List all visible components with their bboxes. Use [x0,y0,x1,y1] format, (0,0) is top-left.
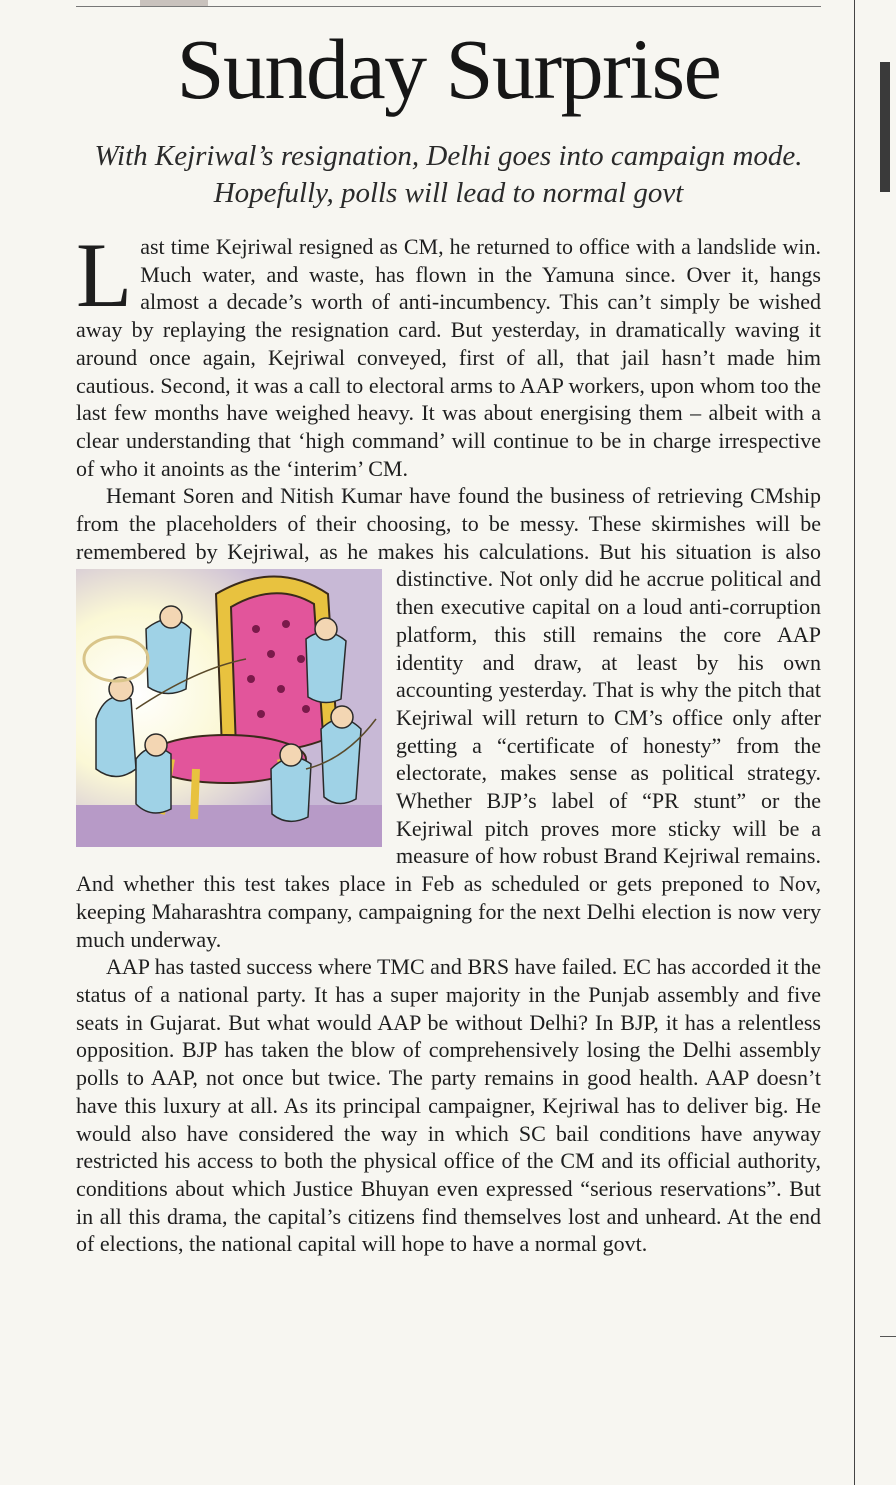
paragraph-3: AAP has tasted success where TMC and BRS have failed. EC has accorded it the status of a national party. It has a super majority in the Punjab assembly and five seats in Gujarat. But what would AAP be without Delhi? In BJP, it has a relentless opposition. BJP has taken the blow of comprehensively losing the Delhi assembly polls to AAP, not once but twice. The party remains in good health. AAP doesn’t have this luxury at all. As its principal campaigner, Kejriwal has to deliver big. He would also have considered the way in which SC bail conditions have anyway restricted his access to both the physical office of the CM and its official authority, conditions about which Justice Bhuyan even expressed “serious reservations”. But in all this drama, the capital’s citizens find themselves lost and unheard. At the end of elections, the national capital will hope to have a normal govt. [76,954,821,1257]
drop-cap: L [76,224,133,326]
paragraph-2 [76,482,821,953]
adjacent-column-strip [880,0,896,1485]
paragraph-2-rest: did he accrue political and then executive capital on a loud anti-corruption platform, this still remains the core AAP identity and draw, at least by his own accounting yesterday. That is why the pitch that Kejriwal will return to CM’s office only after getting a “certificate of honesty” from the electorate, makes sense as political strategy. Whether BJP’s label of “PR stunt” or the Kejriwal pitch proves more sticky will be a measure of how robust Brand Kejriwal remains. And whether this test takes place in Feb as scheduled or gets preponed to Nov, keeping Maharashtra company, campaigning for the next Delhi election is now very much underway. [76,566,821,952]
cartoon-svg [76,569,382,847]
paragraph-1-text: ast time Kejriwal resigned as CM, he returned to office with a landslide win. Much water, and waste, has flown in the Yamuna since. Over it, hangs almost a decade’s worth of anti-incumbency. This can’t simply be wished away by replaying the resignation card. But yesterday, in dramatically waving it around once again, Kejriwal conveyed, first of all, that jail hasn’t made him cautious. Second, it was a call to electoral arms to AAP workers, upon whom too the last few months have weighed heavy. It was about energising them – albeit with a clear understanding that ‘high command’ will continue to be in charge irrespective of who it anoints as the ‘interim’ CM. [76,234,821,481]
paragraph-2-lead: Hemant Soren and Nitish Kumar have found the business of retrieving CMship from the placeholders of their choosing, to be messy. These skirmishes will be remembered by Kejriwal, as he makes his calculations. But his situation is also distinctive. Not only [76,483,821,592]
article-body [76,224,821,1258]
headline: Sunday Surprise [176,21,721,117]
cartoon-floor [76,805,382,847]
deck-subheading: With Kejriwal’s resignation, Delhi goes into campaign mode. Hopefully, polls will lead to normal govt [94,140,803,209]
paragraph-1 [76,224,821,482]
top-rule [76,6,821,7]
cartoon-illustration [76,569,382,847]
column-divider [854,0,855,1485]
